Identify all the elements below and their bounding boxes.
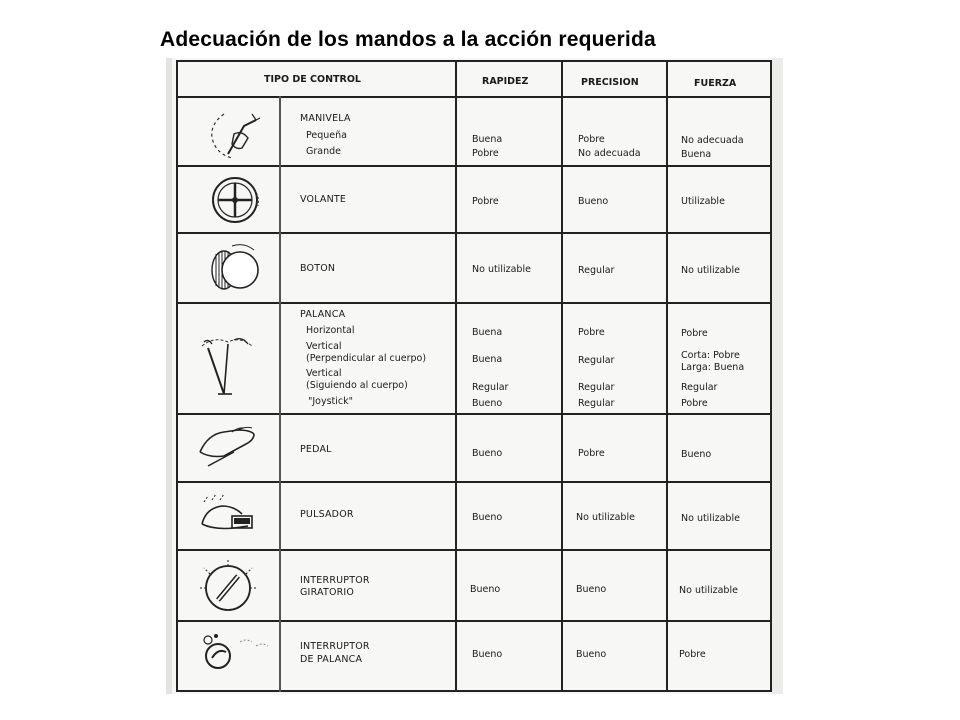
control-name: MANIVELA [300,113,351,124]
precision-value: Bueno [576,649,607,660]
control-variant: (Siguiendo al cuerpo) [306,380,408,391]
table-border-top [176,60,772,62]
precision-value: No utilizable [576,512,635,523]
control-name: PEDAL [300,444,332,455]
precision-value: Pobre [578,327,605,338]
rapidez-value: Bueno [470,584,501,595]
precision-value: Regular [578,398,615,409]
control-variant: Horizontal [306,325,355,336]
precision-value: Pobre [578,448,605,459]
row-divider [176,481,772,483]
row-divider [176,232,772,234]
control-variant: Vertical [306,341,342,352]
fuerza-value: No utilizable [681,265,740,276]
rapidez-value: Buena [472,134,503,145]
precision-value: Pobre [578,134,605,145]
handwheel-icon [208,172,264,228]
control-name: INTERRUPTOR [300,575,370,586]
rapidez-value: Bueno [472,649,503,660]
precision-value: Regular [578,265,615,276]
row-divider [176,165,772,167]
control-variant: Pequeña [306,130,347,141]
header-tipo-de-control: TIPO DE CONTROL [264,74,361,85]
knob-icon [202,242,262,296]
row-divider [176,620,772,622]
fuerza-value: Corta: Pobre [681,350,740,361]
rapidez-value: Bueno [472,398,503,409]
control-name: PALANCA [300,309,346,320]
rapidez-value: Bueno [472,512,503,523]
column-divider [561,60,563,692]
column-divider [666,60,668,692]
push-button-icon [194,490,266,542]
rapidez-value: Pobre [472,148,499,159]
scan-edge [166,58,172,694]
rapidez-value: Buena [472,354,503,365]
control-variant: Grande [306,146,341,157]
rapidez-value: No utilizable [472,264,531,275]
fuerza-value: No utilizable [679,585,738,596]
slide-title: Adecuación de los mandos a la acción requerida [160,28,656,51]
icon-column-divider [279,96,281,692]
control-variant: Vertical [306,368,342,379]
header-precision: PRECISION [581,77,639,88]
precision-value: No adecuada [578,148,641,159]
fuerza-value: Pobre [679,649,706,660]
control-variant: "Joystick" [308,396,354,407]
row-divider [176,302,772,304]
fuerza-value: Regular [681,382,718,393]
rapidez-value: Buena [472,327,503,338]
control-name: GIRATORIO [300,587,355,598]
control-name: DE PALANCA [300,654,363,665]
table-border-right [770,60,772,692]
row-divider [176,549,772,551]
precision-value: Regular [578,355,615,366]
controls-table [176,60,772,692]
fuerza-value: Pobre [681,328,708,339]
control-name: INTERRUPTOR [300,641,370,652]
precision-value: Bueno [576,584,607,595]
fuerza-value: Larga: Buena [681,362,745,373]
scan-edge [771,58,783,694]
precision-value: Bueno [578,196,609,207]
precision-value: Regular [578,382,615,393]
pedal-icon [194,422,266,472]
control-variant: (Perpendicular al cuerpo) [306,353,427,364]
fuerza-value: No utilizable [681,513,740,524]
table-border-left [176,60,178,692]
header-fuerza: FUERZA [694,78,737,89]
fuerza-value: Pobre [681,398,708,409]
row-divider [176,413,772,415]
table-border-bottom [176,690,772,692]
control-name: BOTON [300,263,336,274]
header-divider [176,96,772,98]
rotary-switch-icon [198,556,262,616]
fuerza-value: Utilizable [681,196,725,207]
rapidez-value: Regular [472,382,509,393]
rapidez-value: Bueno [472,448,503,459]
control-name: PULSADOR [300,509,354,520]
control-name: VOLANTE [300,194,347,205]
header-rapidez: RAPIDEZ [482,76,529,87]
toggle-switch-icon [196,628,276,676]
lever-icon [194,332,264,400]
fuerza-value: No adecuada [681,135,744,146]
crank-icon [204,104,264,162]
column-divider [455,60,457,692]
rapidez-value: Pobre [472,196,499,207]
fuerza-value: Buena [681,149,712,160]
fuerza-value: Bueno [681,449,712,460]
